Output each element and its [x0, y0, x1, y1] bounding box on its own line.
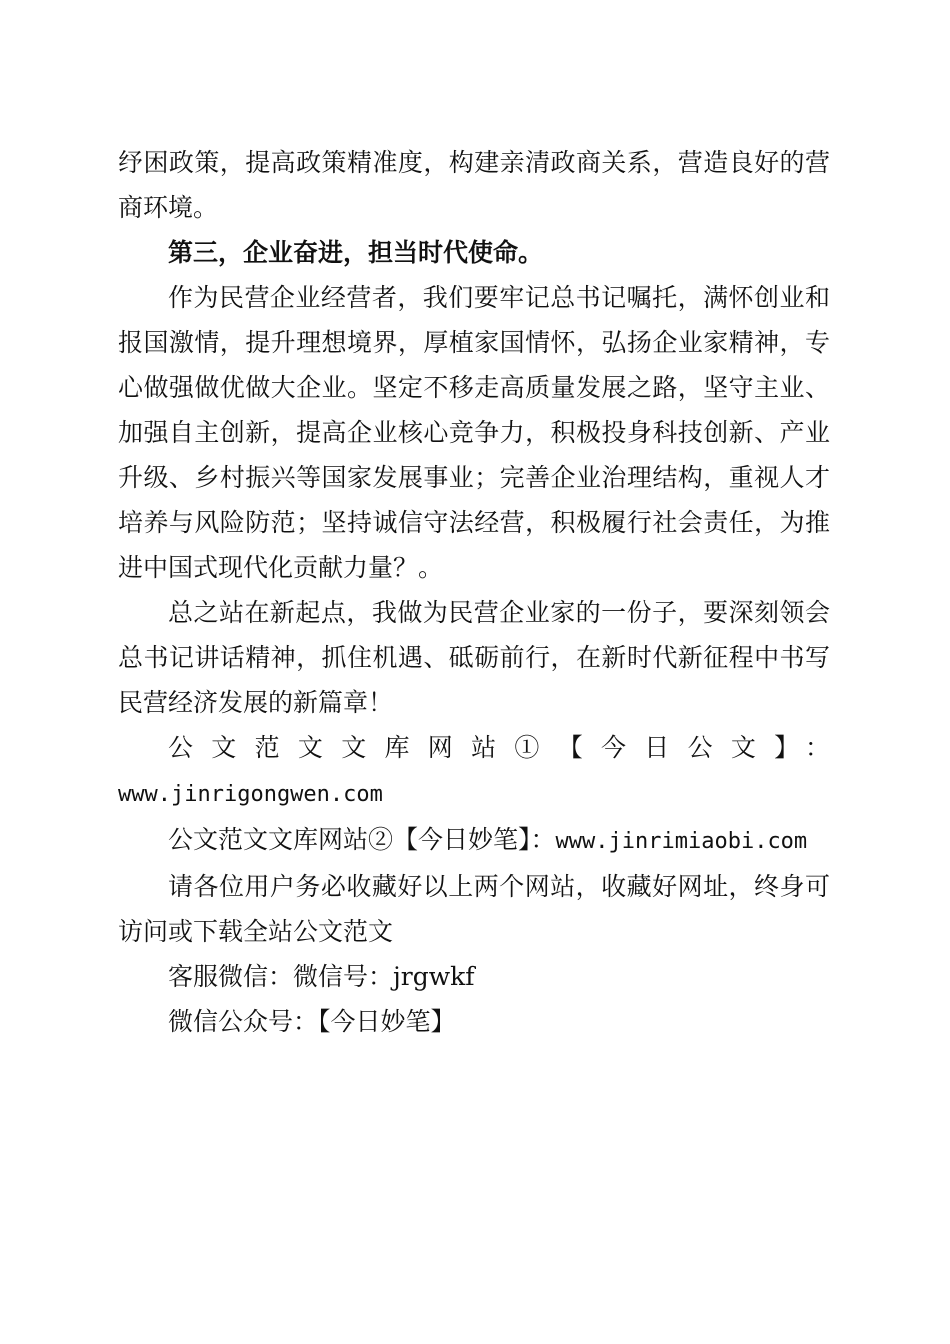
footer-service-wechat: 客服微信：微信号：jrgwkf — [168, 962, 475, 991]
footer-site1-label: 公文范文文库网站①【今日公文】： — [168, 733, 830, 762]
paragraph-entrepreneur-mission: 作为民营企业经营者，我们要牢记总书记嘱托，满怀创业和报国激情，提升理想境界，厚植家国情怀，弘扬企业家精神，专心做强做优做大企业。坚定不移走高质量发展之路，坚守主业、加强自主创新，提高企业核心竞争力，积极投身科技创新、产业升级、乡村振兴等国家发展事业；完善企业治理结构，重视人才培养与风险防范；坚持诚信守法经营，积极履行社会责任，为推进中国式现代化贡献力量？。 — [118, 283, 830, 582]
paragraph-conclusion: 总之站在新起点，我做为民营企业家的一份子，要深刻领会总书记讲话精神，抓住机遇、砥砺前行，在新时代新征程中书写民营经济发展的新篇章！ — [118, 598, 830, 717]
section-heading-third: 第三，企业奋进，担当时代使命。 — [168, 238, 544, 267]
paragraph-policy-continuation: 纾困政策，提高政策精准度，构建亲清政商关系，营造良好的营商环境。 — [118, 148, 830, 222]
document-body — [118, 140, 830, 1044]
footer-bookmark-notice: 请各位用户务必收藏好以上两个网站，收藏好网址，终身可访问或下载全站公文范文 — [118, 872, 830, 946]
footer-site1-url — [118, 770, 830, 817]
site1-url-text: www.jinrigongwen.com — [118, 782, 383, 807]
footer-site2-line — [118, 817, 830, 864]
footer-public-account: 微信公众号：【今日妙笔】 — [168, 1007, 456, 1036]
site2-label-text: 公文范文文库网站②【今日妙笔】： — [168, 825, 556, 854]
site2-url-text: www.jinrimiaobi.com — [555, 829, 808, 854]
